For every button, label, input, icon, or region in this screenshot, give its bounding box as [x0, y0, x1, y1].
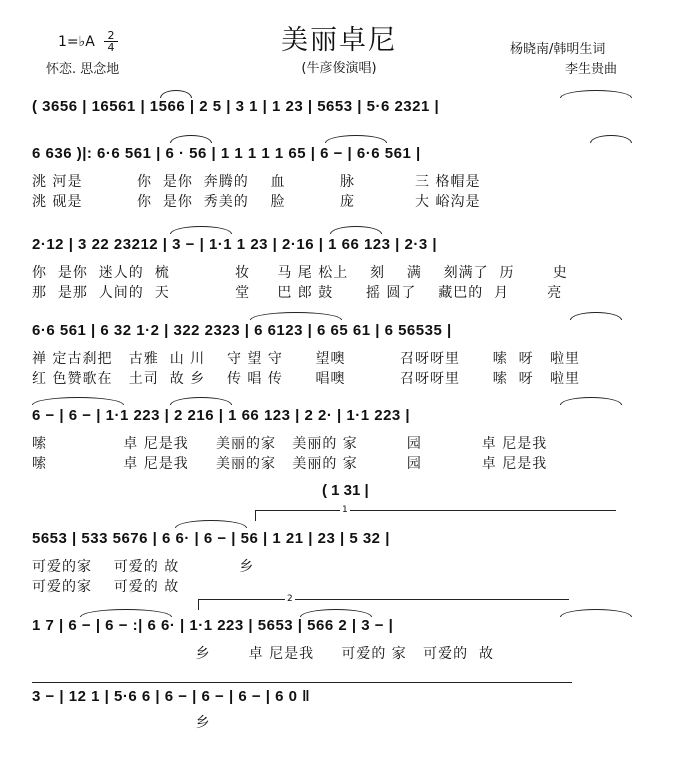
slur: [560, 90, 632, 98]
composer-credit: 李生贵曲: [565, 62, 618, 77]
notation-line: ( 3656 | 16561 | 1566 | 2 5 | 3 1 | 1 23 | 5653 | 5·6 2321 |: [32, 98, 440, 115]
volta-bracket: [255, 510, 616, 521]
volta-number: 2: [287, 594, 293, 604]
volta-bracket: [198, 599, 569, 610]
tie-line: [32, 682, 572, 683]
slur: [325, 135, 387, 143]
slur: [330, 226, 382, 234]
notation-line: 2·12 | 3 22 23212 | 3 − | 1·1 1 23 | 2·16 | 1 66 123 | 2·3 |: [32, 236, 438, 253]
notation-line: 6 − | 6 − | 1·1 223 | 2 216 | 1 66 123 | 2 2· | 1·1 223 |: [32, 407, 411, 424]
time-signature: [104, 30, 118, 53]
lyric-verse-1: 乡 卓 尼是我 可爱的 家 可爱的 故: [32, 646, 495, 662]
slur: [560, 397, 622, 405]
lyric-verse-1: 禅 定古刹把 古雅 山 川 守 望 守 望噢 召呀呀里 嗦 呀 啦里: [32, 351, 581, 367]
key-signature: 1=♭A: [58, 34, 95, 50]
lyric-verse-1: 可爱的家 可爱的 故 乡: [32, 559, 255, 575]
notation-line: 1 7 | 6 − | 6 − :| 6 6· | 1·1 223 | 5653 | 566 2 | 3 − |: [32, 617, 394, 634]
slur: [170, 226, 232, 234]
lyric-verse-2: 可爱的家 可爱的 故: [32, 579, 180, 595]
lyric-verse-1: 乡: [32, 715, 211, 731]
slur: [560, 609, 632, 617]
tie: [80, 609, 172, 617]
tie: [32, 397, 124, 405]
slur: [160, 90, 192, 98]
lyric-verse-1: 洮 河是 你 是你 奔腾的 血 脉 三 格帽是: [32, 174, 481, 190]
volta-number: 1: [342, 505, 348, 515]
time-bottom: 4: [107, 41, 115, 54]
score-system-5: [0, 395, 678, 475]
lyric-verse-1: 你 是你 迷人的 梳 妆 马 尾 松上 刻 满 刻满了 历 史: [32, 265, 568, 281]
slur: [300, 609, 372, 617]
lyric-verse-2: 那 是那 人间的 天 堂 巴 郎 鼓 摇 圆了 藏巴的 月 亮: [32, 285, 563, 301]
time-top: 2: [104, 30, 118, 42]
performer-note: (牛彦俊演唱): [301, 61, 377, 76]
expression-marking: 怀恋. 思念地: [46, 62, 120, 77]
song-title: 美丽卓尼: [281, 25, 397, 56]
slur: [175, 520, 247, 528]
score-system-2: [0, 135, 678, 225]
score-system-3: [0, 226, 678, 306]
notation-line: 5653 | 533 5676 | 6 6· | 6 − | 56 | 1 21 | 23 | 5 32 |: [32, 530, 390, 547]
score-system-8: [0, 680, 678, 760]
slur: [590, 135, 632, 143]
score-system-6: [0, 480, 678, 595]
score-system-4: [0, 310, 678, 390]
slur: [570, 312, 622, 320]
lyric-verse-2: 嗦 卓 尼是我 美丽的家 美丽的 家 园 卓 尼是我: [32, 456, 548, 472]
lyric-verse-1: 嗦 卓 尼是我 美丽的家 美丽的 家 园 卓 尼是我: [32, 436, 548, 452]
notation-line: 3 − | 12 1 | 5·6 6 | 6 − | 6 − | 6 − | 6 0 ‖: [32, 688, 311, 705]
lyricist-credit: 杨晓南/韩明生词: [510, 42, 606, 57]
lyric-verse-2: 红 色赞歌在 土司 故 乡 传 唱 传 唱噢 召呀呀里 嗦 呀 啦里: [32, 371, 581, 387]
lyric-verse-2: 洮 砚是 你 是你 秀美的 脸 庞 大 峪沟是: [32, 194, 481, 210]
slur: [170, 397, 232, 405]
notation-line: 6 636 )|: 6·6 561 | 6 · 56 | 1 1 1 1 1 65 | 6 − | 6·6 561 |: [32, 145, 421, 162]
score-system-1: [0, 90, 678, 130]
slur: [250, 312, 342, 320]
notation-line: 6·6 561 | 6 32 1·2 | 322 2323 | 6 6123 | 6 65 61 | 6 56535 |: [32, 322, 452, 339]
slur: [170, 135, 212, 143]
cue-notes: ( 1 31 |: [322, 482, 369, 499]
score-system-7: [0, 595, 678, 675]
